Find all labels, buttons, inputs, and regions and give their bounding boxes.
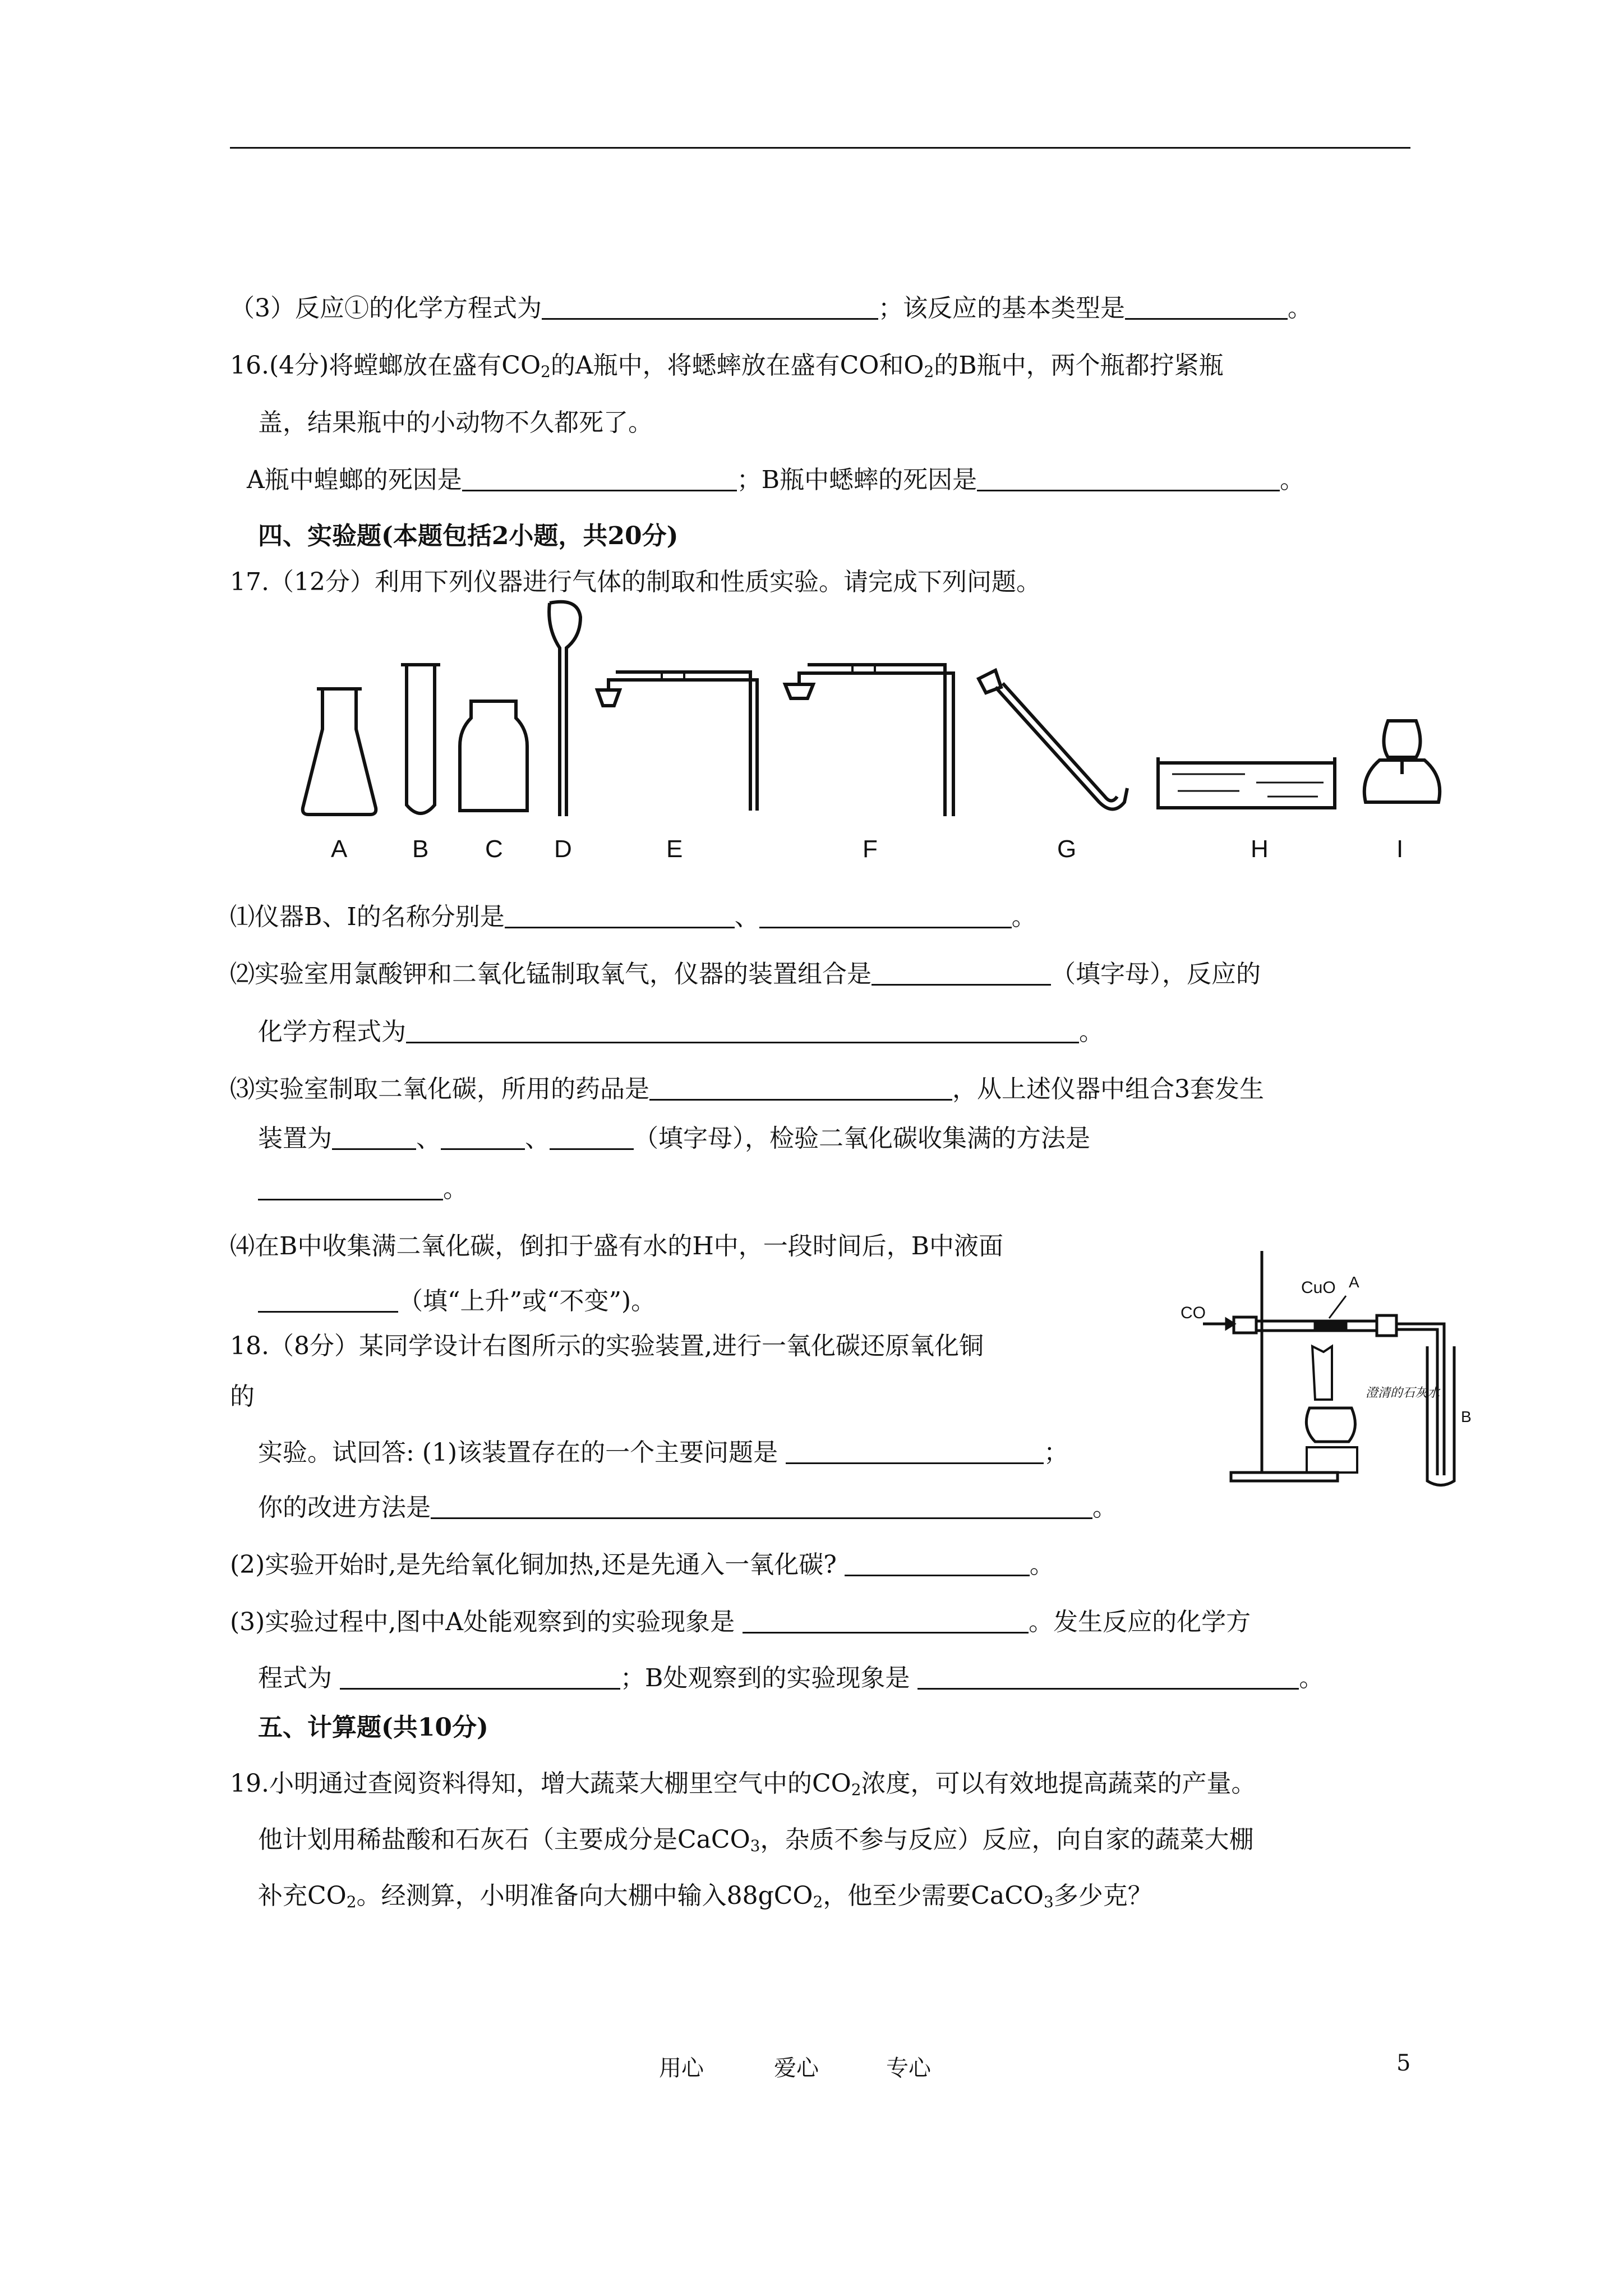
conical-flask-icon [303,689,376,815]
copper-oxide-sample [1315,1323,1346,1329]
text: （填字母），反应的 [1051,960,1261,988]
q16-line1 [230,349,1224,383]
delivery-tube-E-icon [597,672,757,811]
label-A: A [331,835,348,863]
q15-3-line [230,292,1312,325]
label-F: F [863,835,878,863]
q17-3-line2 [258,1122,1090,1156]
section-5-heading: 五、计算题(共10分) [258,1713,488,1742]
header-rule [230,147,1410,149]
label-E: E [666,835,683,863]
text: （3）反应①的化学方程式为 [230,294,542,323]
label-G: G [1057,835,1077,863]
q16-line3 [247,463,1304,497]
text: ，杂质不参与反应）反应，向自家的蔬菜大棚 [760,1825,1254,1854]
q17-3-line3 [258,1172,468,1206]
gas-jar-icon [460,701,527,811]
answer-blank[interactable] [332,1124,416,1150]
text: ，从上述仪器中组合3套发生 [952,1075,1264,1103]
text: 你的改进方法是 [258,1493,431,1522]
text: 。 [1280,466,1305,494]
bent-tube-G-icon [979,670,1127,809]
text: 。 [1288,294,1312,323]
b-label: B [1461,1408,1472,1425]
subscript: 2 [813,1893,823,1911]
q18-line3 [258,1436,1068,1470]
answer-blank[interactable] [431,1493,1092,1519]
delivery-tube-F-icon [785,665,953,816]
q17-2-line2 [258,1015,1104,1049]
answer-blank[interactable] [872,959,1051,986]
text: 实验。试回答: (1)该装置存在的一个主要问题是 [258,1438,778,1467]
label-H: H [1251,835,1269,863]
text: (2)实验开始时,是先给氧化铜加热,还是先通入一氧化碳? [230,1550,837,1579]
section-4-heading: 四、实验题(本题包括2小题，共20分) [258,522,679,550]
q16-line2: 盖，结果瓶中的小动物不久都死了。 [258,408,653,437]
q18-2 [230,1548,1054,1582]
text: 他计划用稀盐酸和石灰石（主要成分是CaCO [258,1825,750,1854]
text: 。发生反应的化学方 [1029,1608,1251,1636]
water-trough-icon [1158,757,1335,808]
limewater-label: 澄清的石灰水 [1366,1386,1440,1400]
q18-3-line1 [230,1605,1251,1639]
answer-blank[interactable] [977,465,1280,491]
answer-blank[interactable] [340,1663,620,1690]
text: ；B处观察到的实验现象是 [620,1664,910,1692]
q18-line2: 的 [230,1382,255,1411]
label-C: C [485,835,503,863]
text: 。经测算，小明准备向大棚中输入88gCO [356,1881,813,1910]
text: 、 [734,903,759,931]
answer-blank[interactable] [406,1017,1079,1043]
answer-blank[interactable] [542,293,878,320]
subscript: 3 [750,1837,760,1855]
page-number: 5 [1396,2050,1411,2076]
text: 19.小明通过查阅资料得知，增大蔬菜大棚里空气中的CO [230,1769,851,1798]
footer-left: 用心 [659,2055,704,2081]
text: 多少克？ [1053,1881,1152,1910]
text: 的B瓶中，两个瓶都拧紧瓶 [934,351,1224,380]
text: （填“上升”或“不变”)。 [398,1287,656,1315]
text: 、 [416,1124,441,1153]
answer-blank[interactable] [759,902,1012,928]
text: 化学方程式为 [258,1018,406,1046]
text: （填字母），检验二氧化碳收集满的方法是 [634,1124,1090,1153]
text: ⑴仪器B、I的名称分别是 [230,903,505,931]
answer-blank[interactable] [258,1174,443,1200]
text: ； [1044,1438,1069,1467]
alcohol-lamp-icon [1364,721,1440,802]
q17-3-line1 [230,1073,1264,1106]
footer-right: 专心 [886,2055,931,2081]
long-funnel-icon [549,602,580,816]
q18-line1: 18.（8分）某同学设计右图所示的实验装置,进行一氧化碳还原氧化铜 [230,1332,984,1360]
stand-base [1231,1473,1338,1481]
text: 程式为 [258,1664,332,1692]
text: 。 [1011,903,1036,931]
text: 的A瓶中，将蟋蟀放在盛有CO和O [550,351,924,380]
text: ，他至少需要CaCO [823,1881,1044,1910]
q19-line1 [230,1767,1256,1801]
test-tube-B [1427,1346,1454,1485]
text: 、 [525,1124,550,1153]
text: 补充CO [258,1881,347,1910]
cuo-label: CuO [1301,1278,1336,1297]
answer-blank[interactable] [845,1550,1030,1576]
subscript: 2 [541,362,551,381]
q17-4-line2 [258,1285,656,1318]
answer-blank[interactable] [258,1286,398,1313]
answer-blank[interactable] [743,1607,1029,1634]
q17-4-line1: ⑷在B中收集满二氧化碳，倒扣于盛有水的H中，一段时间后，B中液面 [230,1232,1004,1260]
q19-line3 [258,1879,1152,1913]
answer-blank[interactable] [505,902,735,928]
text: ；该反应的基本类型是 [878,294,1125,323]
text: ；B瓶中蟋蟀的死因是 [736,466,978,494]
q17-2-line1 [230,958,1261,991]
text: ⑵实验室用氯酸钾和二氧化锰制取氧气，仪器的装置组合是 [230,960,872,988]
label-D: D [554,835,572,863]
label-B: B [412,835,429,863]
apparatus-figure [292,595,1458,886]
text: 浓度，可以有效地提高蔬菜的产量。 [861,1769,1256,1798]
text: 16.(4分)将螳螂放在盛有CO [230,351,541,380]
footer-mid: 爱心 [774,2055,819,2081]
label-I: I [1396,835,1404,863]
q19-line2 [258,1823,1253,1857]
text: 。 [1092,1493,1117,1522]
co-reduction-figure [1181,1234,1500,1487]
alcohol-lamp-icon [1306,1408,1355,1442]
subscript: 2 [346,1893,357,1911]
answer-blank[interactable] [786,1438,1044,1464]
subscript: 3 [1043,1893,1054,1911]
q17-stem: 17.（12分）利用下列仪器进行气体的制取和性质实验。请完成下列问题。 [230,568,1041,596]
text: A瓶中蝗螂的死因是 [247,466,462,494]
subscript: 2 [924,362,934,381]
answer-blank[interactable] [550,1124,634,1150]
text: 。 [1299,1664,1324,1692]
text: 。 [1079,1018,1104,1046]
answer-blank[interactable] [1125,293,1288,320]
text: 。 [1029,1550,1054,1579]
co-label: CO [1181,1304,1206,1322]
test-tube-icon [401,665,440,813]
answer-blank[interactable] [441,1124,525,1150]
q18-3-line2 [258,1662,1324,1695]
q17-1 [230,900,1036,934]
answer-blank[interactable] [917,1663,1299,1690]
answer-blank[interactable] [462,465,737,491]
text: (3)实验过程中,图中A处能观察到的实验现象是 [230,1608,735,1636]
text: 装置为 [258,1124,332,1153]
answer-blank[interactable] [649,1074,952,1101]
subscript: 2 [851,1780,861,1799]
text: 。 [443,1175,468,1203]
a-label: A [1349,1273,1359,1291]
text: ⑶实验室制取二氧化碳，所用的药品是 [230,1075,649,1103]
q18-line4 [258,1491,1117,1525]
